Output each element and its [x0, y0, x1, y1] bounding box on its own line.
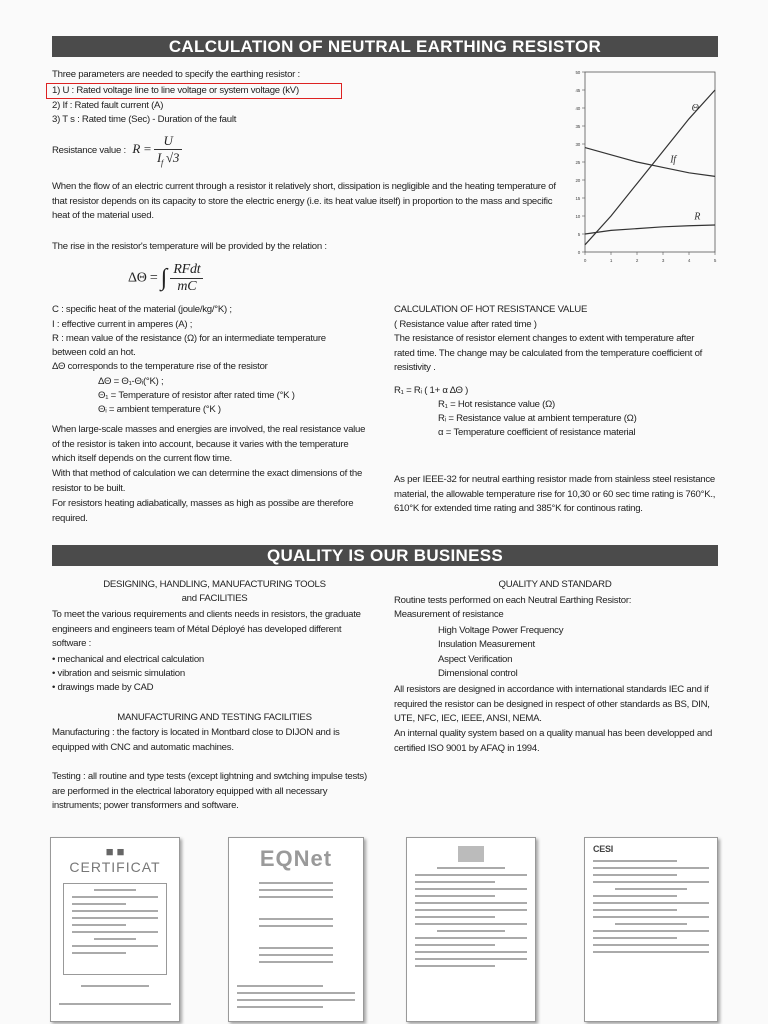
- rise-intro: The rise in the resistor's temperature will be provided by the relation :: [52, 241, 327, 252]
- hot-definition: R₁ = Hot resistance value (Ω): [438, 399, 555, 410]
- rise-numerator: RFdt: [170, 262, 203, 279]
- series-line-r: [585, 225, 715, 234]
- quality-line: Routine tests performed on each Neutral Earthing Resistor:: [394, 595, 632, 606]
- quality-item: Aspect Verification: [438, 654, 513, 665]
- series-label: R: [694, 211, 701, 223]
- intro-line: Three parameters are needed to specify the earthing resistor :: [52, 69, 300, 80]
- den-root: √3: [166, 150, 180, 165]
- design-title: and FACILITIES: [181, 593, 248, 604]
- definition-delta-sub: Θᵢ = ambient temperature (°K ): [98, 404, 221, 415]
- rise-lhs: ΔΘ =: [128, 270, 158, 286]
- y-tick-label: 35: [575, 124, 580, 129]
- hot-formula: R₁ = Rᵢ ( 1+ α ΔΘ ): [394, 385, 469, 396]
- intro-line: 1) U : Rated voltage line to line voltage or system voltage (kV): [52, 85, 299, 96]
- hot-definition: α = Temperature coefficient of resistance material: [438, 427, 636, 438]
- highlight-box: [46, 83, 342, 99]
- x-tick-label: 0: [583, 258, 587, 263]
- x-tick-label: 3: [661, 258, 665, 263]
- x-tick-label: 2: [635, 258, 639, 263]
- den-subscript: f: [161, 158, 164, 168]
- certificate-body: [63, 883, 167, 975]
- y-tick-label: 45: [575, 88, 580, 93]
- certificate-thumbnail-afaq: [50, 837, 180, 1022]
- integral-sign: ∫: [160, 265, 168, 291]
- hot-definition: Rᵢ = Resistance value at ambient temperature (Ω): [438, 413, 637, 424]
- report-logo: [458, 846, 484, 862]
- paragraph-heat: When the flow of an electric current through a resistor it relatively short, dissipation is negligible and the heating temperature of that resistor depends on its capacity to store the electric energy (i.e. its heat value itself) in proportion to the mass and specific heat of the material used.: [52, 181, 556, 221]
- design-bullet: • drawings made by CAD: [52, 682, 154, 693]
- temperature-chart: [565, 64, 725, 276]
- y-tick-label: 20: [575, 178, 580, 183]
- den-symbol: I: [156, 150, 162, 165]
- definition-c: C : specific heat of the material (joule/kg/°K) ;: [52, 304, 232, 315]
- formula-denominator: [154, 150, 182, 168]
- paragraph-masses: When large-scale masses and energies are involved, the real resistance value of the resistor is taken into account, because it varies with the temperature which itself depends on the current flow time.: [52, 424, 366, 464]
- formula-fraction: [154, 133, 182, 168]
- x-tick-label: 4: [687, 258, 691, 263]
- rise-denominator: mC: [177, 279, 197, 294]
- x-tick-label: 1: [609, 258, 613, 263]
- afaq-logo: ■ ■: [105, 844, 125, 859]
- design-body: To meet the various requirements and clients needs in resistors, the graduate engineers and engineers team of Métal Déployé has developed different software :: [52, 609, 361, 649]
- mfg-title: MANUFACTURING AND TESTING FACILITIES: [117, 712, 312, 723]
- quality-iso: An internal quality system based on a quality manual has been developped and certified ISO 9001 by AFAQ in 1994.: [394, 728, 713, 754]
- definition-delta: ΔΘ corresponds to the temperature rise of the resistor: [52, 361, 268, 372]
- y-tick-label: 40: [575, 106, 580, 111]
- hot-title: CALCULATION OF HOT RESISTANCE VALUE: [394, 304, 588, 315]
- definition-delta-sub: Θ₁ = Temperature of resistor after rated time (°K ): [98, 390, 295, 401]
- definition-r: between cold an hot.: [52, 347, 136, 358]
- intro-line: 3) T s : Rated time (Sec) - Duration of the fault: [52, 114, 237, 125]
- series-label: If: [670, 154, 676, 166]
- quality-item: Insulation Measurement: [438, 639, 535, 650]
- quality-title: QUALITY AND STANDARD: [498, 579, 612, 590]
- rise-formula: [128, 262, 203, 295]
- testing-body: Testing : all routine and type tests (except lightning and swtching impulse tests) are performed in the electrical laboratory equipped with all necessary instruments; power transformers and software.: [52, 771, 367, 811]
- certificate-thumbnail-iqnet: [228, 837, 364, 1022]
- y-tick-label: 5: [577, 232, 580, 237]
- definition-r: R : mean value of the resistance (Ω) for an intermediate temperature: [52, 333, 326, 344]
- y-tick-label: 25: [575, 160, 580, 165]
- definition-i: I : effective current in amperes (A) ;: [52, 319, 193, 330]
- cesi-logo: CESI: [593, 844, 614, 854]
- formula-label: Resistance value :: [52, 144, 126, 156]
- series-line-if: [585, 148, 715, 177]
- hot-subtitle: ( Resistance value after rated time ): [394, 319, 537, 330]
- section-banner-quality: QUALITY IS OUR BUSINESS: [52, 545, 718, 566]
- y-tick-label: 50: [575, 70, 580, 75]
- certificat-heading: CERTIFICAT: [69, 859, 161, 875]
- y-tick-label: 0: [577, 250, 580, 255]
- quality-item: Dimensional control: [438, 668, 518, 679]
- section-banner-calculation: CALCULATION OF NEUTRAL EARTHING RESISTOR: [52, 36, 718, 57]
- certificate-thumbnail-cesi: [584, 837, 718, 1022]
- resistance-formula: [52, 133, 182, 168]
- paragraph-adiabatic: For resistors heating adiabatically, masses as high as possibe are therefore required.: [52, 498, 354, 524]
- certificate-thumbnail-test-report: [406, 837, 536, 1022]
- paragraph-method: With that method of calculation we can determine the exact dimensions of the resistor to be built.: [52, 468, 363, 494]
- definition-delta-sub: ΔΘ = Θ₁-Θᵢ(°K) ;: [98, 376, 164, 387]
- x-tick-label: 5: [713, 258, 717, 263]
- design-bullet: • mechanical and electrical calculation: [52, 654, 204, 665]
- design-title: DESIGNING, HANDLING, MANUFACTURING TOOLS: [103, 579, 326, 590]
- y-tick-label: 10: [575, 214, 580, 219]
- formula-numerator: U: [154, 133, 182, 150]
- formula-lhs: R =: [132, 140, 152, 156]
- design-bullet: • vibration and seismic simulation: [52, 668, 185, 679]
- series-label: Θ: [691, 102, 699, 114]
- hot-body: The resistance of resistor element changes to extent with temperature after rated time. The change may be calculated from the temperature coefficient of resistivity .: [394, 333, 703, 373]
- iqnet-logo: EQNet: [259, 846, 333, 871]
- mfg-body: Manufacturing : the factory is located in Montbard close to DIJON and is equipped with CNC and automatic machines.: [52, 727, 340, 753]
- quality-line: Measurement of resistance: [394, 609, 504, 620]
- quality-item: High Voltage Power Frequency: [438, 625, 564, 636]
- rise-fraction: [170, 262, 203, 295]
- y-tick-label: 15: [575, 196, 580, 201]
- y-tick-label: 30: [575, 142, 580, 147]
- quality-standards: All resistors are designed in accordance with international standards IEC and if required the resistor can be designed in respect of other standards as BS, DIN, UTE, NFC, IEC, IEEE, ANSI, NEMA.: [394, 684, 710, 724]
- intro-line: 2) If : Rated fault current (A): [52, 100, 164, 111]
- ieee-note: As per IEEE-32 for neutral earthing resistor made from stainless steel resistance material, the allowable temperature rise for 10,30 or 60 sec time rating is 760°K., 610°K for extended time rating and 385°K for continous rating.: [394, 474, 716, 514]
